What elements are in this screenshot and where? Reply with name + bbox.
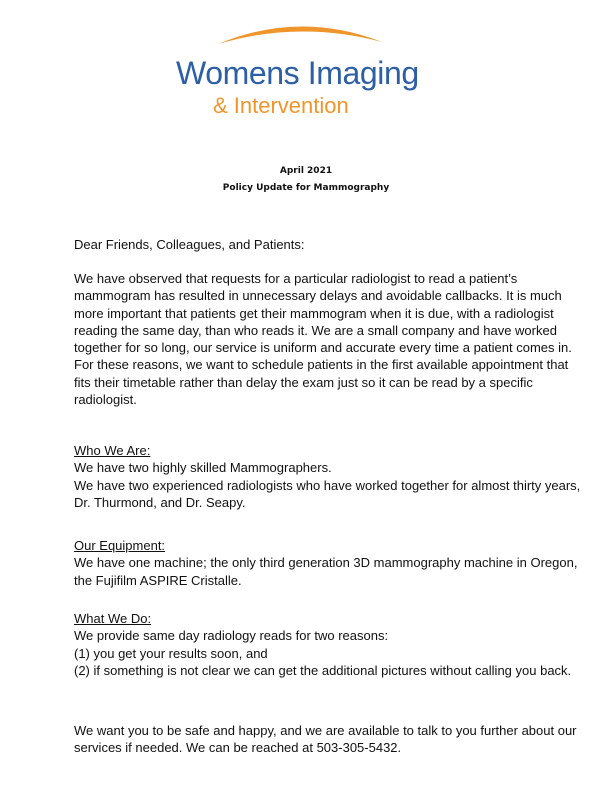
intro-line: radiologist. bbox=[74, 392, 137, 408]
greeting bbox=[74, 236, 564, 253]
who-we-are-line: We have two highly skilled Mammographers. bbox=[74, 460, 332, 476]
intro-line: together for so long, our service is uniform and accurate every time a patient comes in. bbox=[74, 340, 572, 356]
equipment-line: the Fujifilm ASPIRE Cristalle. bbox=[74, 572, 242, 588]
who-we-are-line: Dr. Thurmond, and Dr. Seapy. bbox=[74, 494, 246, 510]
who-we-are-line: We have two experienced radiologists who have worked together for almost thirty years, bbox=[74, 477, 581, 493]
logo-arc-icon bbox=[170, 18, 450, 58]
intro-paragraph bbox=[74, 270, 572, 408]
equipment-heading: Our Equipment: bbox=[74, 538, 166, 553]
what-we-do-section bbox=[74, 610, 572, 679]
logo-subtitle: & Intervention bbox=[213, 93, 349, 118]
equipment-section bbox=[74, 537, 578, 589]
intro-line: more important that patients get their mammogram when it is due, with a radiologist bbox=[74, 305, 554, 321]
intro-line: We have observed that requests for a particular radiologist to read a patient’s bbox=[74, 271, 518, 286]
closing-line: services if needed. We can be reached at 503-305-5432. bbox=[74, 740, 402, 756]
what-we-do-heading: What We Do: bbox=[74, 611, 152, 626]
who-we-are-heading: Who We Are: bbox=[74, 443, 151, 458]
intro-line: For these reasons, we want to schedule patients in the first available appointment that bbox=[74, 357, 569, 373]
what-we-do-line: We provide same day radiology reads for two reasons: bbox=[74, 628, 389, 644]
greeting-text: Dear Friends, Colleagues, and Patients: bbox=[74, 237, 305, 252]
logo-name: Womens Imaging bbox=[176, 55, 419, 91]
intro-line: mammogram has resulted in unnecessary delays and avoidable callbacks. It is much bbox=[74, 288, 562, 304]
closing-paragraph bbox=[74, 722, 577, 757]
intro-line: fits their timetable rather than delay the exam just so it can be read by a specific bbox=[74, 374, 533, 390]
intro-line: reading the same day, than who reads it. We are a small company and have worked bbox=[74, 322, 557, 338]
what-we-do-line: (1) you get your results soon, and bbox=[74, 645, 268, 661]
who-we-are-section bbox=[74, 442, 581, 511]
letter-date: April 2021 bbox=[279, 166, 333, 176]
letter-title: Policy Update for Mammography bbox=[222, 183, 390, 193]
what-we-do-line: (2) if something is not clear we can get the additional pictures without calling you back. bbox=[74, 662, 572, 678]
closing-line: We want you to be safe and happy, and we are available to talk to you further about our bbox=[74, 723, 577, 738]
equipment-line: We have one machine; the only third generation 3D mammography machine in Oregon, bbox=[74, 555, 578, 571]
company-logo bbox=[170, 18, 450, 118]
